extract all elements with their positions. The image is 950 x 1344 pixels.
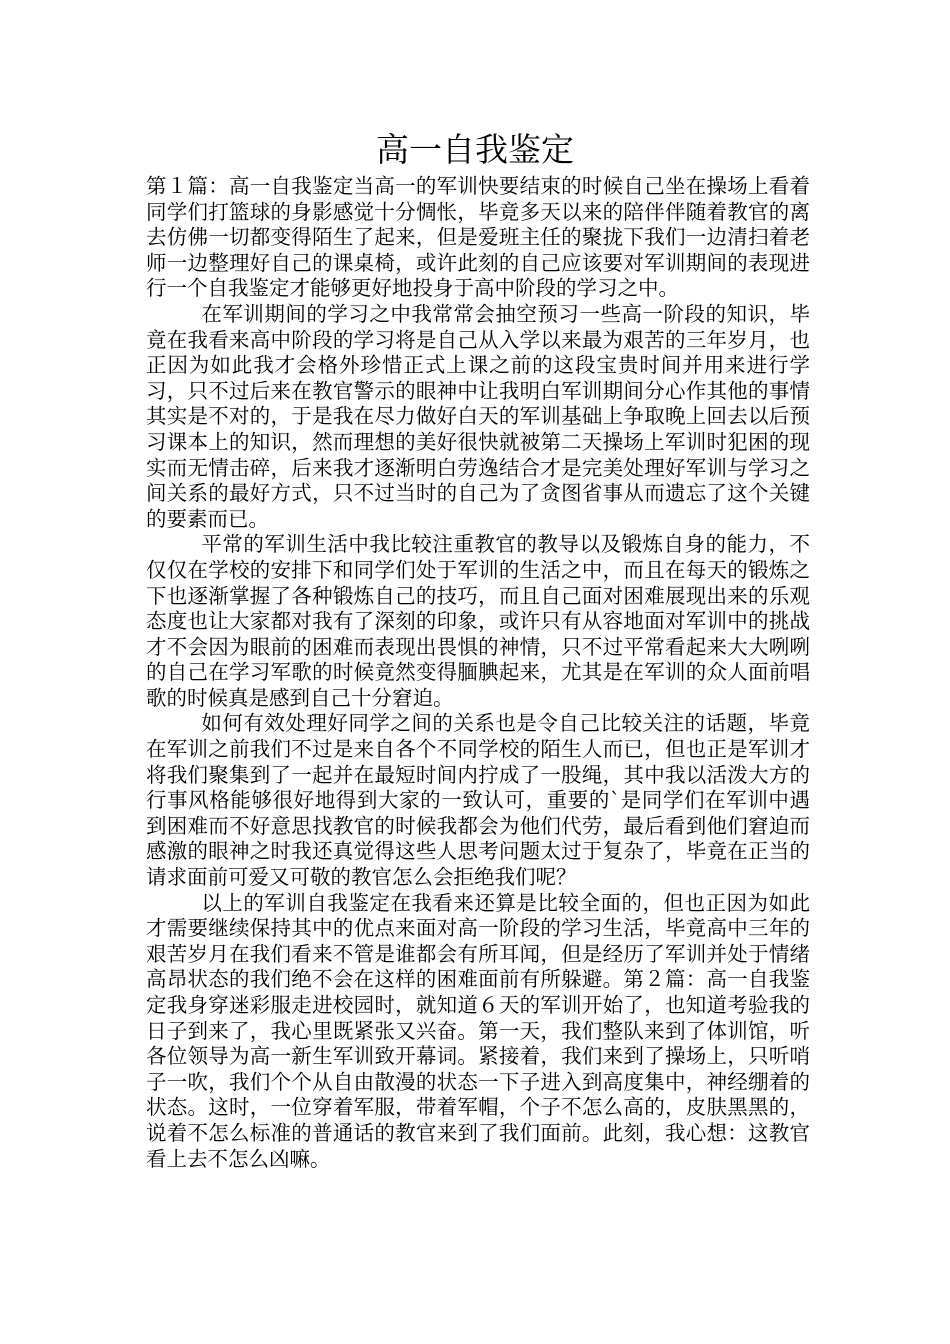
paragraph-1: 第１篇：高一自我鉴定当高一的军训快要结束的时候自己坐在操场上看着同学们打篮球的身影感觉十分惆怅，毕竟多天以来的陪伴伴随着教官的离去仿佛一切都变得陌生了起来，但是爱班主任的聚拢下我们一边清扫着老师一边整理好自己的课桌椅，或许此刻的自己应该要对军训期间的表现进行一个自我鉴定才能够更好地投身于高中阶段的学习之中。 xyxy=(146,174,810,301)
paragraph-2: 在军训期间的学习之中我常常会抽空预习一些高一阶段的知识，毕竟在我看来高中阶段的学习将是自己从入学以来最为艰苦的三年岁月，也正因为如此我才会格外珍惜正式上课之前的这段宝贵时间并用来进行学习，只不过后来在教官警示的眼神中让我明白军训期间分心作其他的事情其实是不对的，于是我在尽力做好白天的军训基础上争取晚上回去以后预习课本上的知识，然而理想的美好很快就被第二天操场上军训时犯困的现实而无情击碎，后来我才逐渐明白劳逸结合才是完美处理好军训与学习之间关系的最好方式，只不过当时的自己为了贪图省事从而遗忘了这个关键的要素而已。 xyxy=(146,301,810,531)
paragraph-3: 平常的军训生活中我比较注重教官的教导以及锻炼自身的能力，不仅仅在学校的安排下和同学们处于军训的生活之中，而且在每天的锻炼之下也逐渐掌握了各种锻炼自己的技巧，而且自己面对困难展现出来的乐观态度也让大家都对我有了深刻的印象，或许只有从容地面对军训中的挑战才不会因为眼前的困难而表现出畏惧的神情，只不过平常看起来大大咧咧的自己在学习军歌的时候竟然变得腼腆起来，尤其是在军训的众人面前唱歌的时候真是感到自己十分窘迫。 xyxy=(146,532,810,710)
document-title: 高一自我鉴定 xyxy=(376,130,574,169)
paragraph-4: 如何有效处理好同学之间的关系也是令自己比较关注的话题，毕竟在军训之前我们不过是来自各个不同学校的陌生人而已，但也正是军训才将我们聚集到了一起并在最短时间内拧成了一股绳，其中我以活泼大方的行事风格能够很好地得到大家的一致认可，重要的`是同学们在军训中遇到困难而不好意思找教官的时候我都会为他们代劳，最后看到他们窘迫而感激的眼神之时我还真觉得这些人思考问题太过于复杂了，毕竟在正当的请求面前可爱又可敬的教官怎么会拒绝我们呢？ xyxy=(146,711,810,890)
paragraph-5: 以上的军训自我鉴定在我看来还算是比较全面的，但也正因为如此才需要继续保持其中的优点来面对高一阶段的学习生活，毕竟高中三年的艰苦岁月在我们看来不管是谁都会有所耳闻，但是经历了军训并处于情绪高昂状态的我们绝不会在这样的困难面前有所躲避。第２篇：高一自我鉴定我身穿迷彩服走进校园时，就知道６天的军训开始了，也知道考验我的日子到来了，我心里既紧张又兴奋。第一天，我们整队来到了体训馆，听各位领导为高一新生军训致开幕词。紧接着，我们来到了操场上，只听哨子一吹，我们个个从自由散漫的状态一下子进入到高度集中，神经绷着的状态。这时，一位穿着军服，带着军帽，个子不怎么高的，皮肤黑黑的，说着不怎么标准的普通话的教官来到了我们面前。此刻，我心想：这教官看上去不怎么凶嘛。 xyxy=(146,890,810,1171)
document-body xyxy=(146,174,810,1172)
